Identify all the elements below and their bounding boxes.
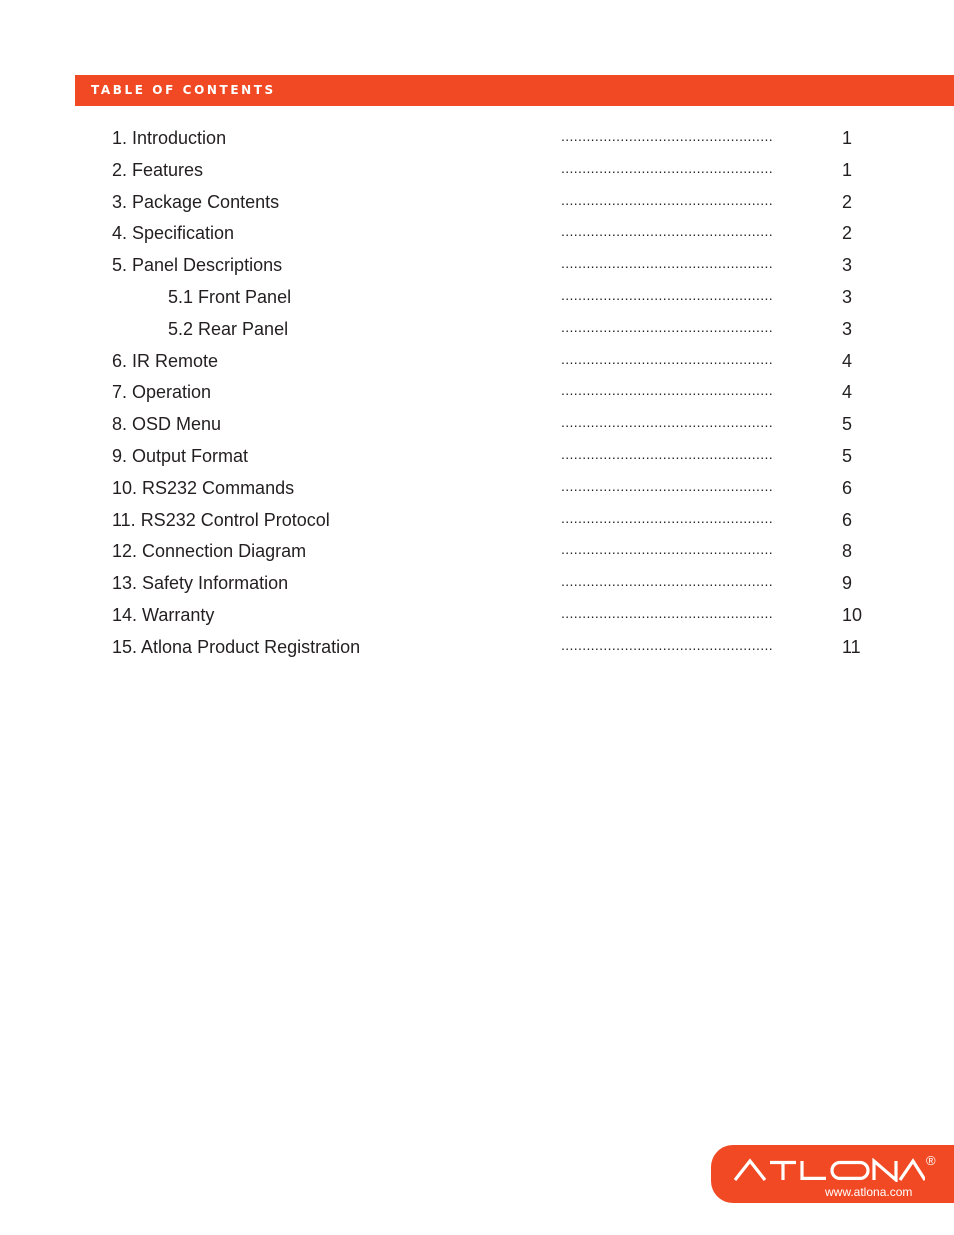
toc-leader-dots: .................................................. [561,605,773,621]
toc-entry[interactable] [0,472,954,504]
toc-entry[interactable] [0,504,954,536]
toc-entry-title: 3. Package Contents [112,191,280,212]
toc-page-number: 6 [842,477,853,498]
toc-entry-title: 1. Introduction [112,128,227,148]
toc-entry-title: 5.1 Front Panel [168,287,292,307]
toc-leader-dots: .................................................. [561,636,773,653]
brand-badge [711,1145,954,1203]
toc-entry-title: 15. Atlona Product Registration [112,636,361,657]
toc-page-number: 5 [842,414,853,435]
toc-leader-dots: .................................................. [561,191,773,208]
toc-page-number: 4 [842,350,853,371]
toc-leader-dots: .................................................. [561,573,773,590]
toc-entry[interactable] [0,567,954,599]
toc-leader-dots: .................................................. [561,414,773,431]
toc-entry[interactable] [0,313,954,345]
toc-leader-dots: .................................................. [561,287,773,303]
toc-entry[interactable] [0,631,954,663]
toc-entry[interactable] [0,186,954,218]
toc-entry-title: 8. OSD Menu [112,414,222,435]
toc-page-number: 3 [842,287,853,307]
toc-leader-dots: .................................................. [561,255,773,272]
registered-mark: ® [926,1153,936,1168]
toc-page-number: 1 [842,128,853,148]
toc-entry-title: 9. Output Format [112,446,249,466]
toc-entry[interactable] [0,599,954,631]
toc-entry[interactable] [0,249,954,281]
toc-leader-dots: .................................................. [561,446,773,462]
toc-entry[interactable] [0,440,954,472]
toc-page-number: 3 [842,255,853,276]
toc-entry-title: 13. Safety Information [112,573,289,594]
section-title: TABLE OF CONTENTS [91,83,276,97]
toc-entry[interactable] [0,122,954,154]
toc-entry-title: 11. RS232 Control Protocol [112,509,330,530]
toc-entry-title: 5.2 Rear Panel [168,318,289,339]
toc-page-number: 2 [842,191,853,212]
toc-leader-dots: .................................................. [561,318,773,335]
toc-entry-title: 10. RS232 Commands [112,477,295,498]
toc-leader-dots: .................................................. [561,541,773,558]
toc-entry[interactable] [0,535,954,567]
toc-entry-title: 14. Warranty [112,605,215,625]
toc-leader-dots: .................................................. [561,223,773,240]
toc-page-number: 3 [842,318,853,339]
toc-page-number: 1 [842,159,853,180]
toc-page-number: 2 [842,223,853,244]
toc-entry[interactable] [0,376,954,408]
toc-entry[interactable] [0,408,954,440]
toc-leader-dots: .................................................. [561,350,773,367]
toc-page-number: 8 [842,541,853,562]
toc-page-number: 11 [842,636,861,657]
atlona-logo-icon [733,1158,925,1182]
toc-entry[interactable] [0,281,954,313]
toc-entry-title: 5. Panel Descriptions [112,255,283,276]
toc-page-number: 9 [842,573,853,594]
toc-leader-dots: .................................................. [561,477,773,494]
toc-leader-dots: .................................................. [561,128,773,144]
toc-page-number: 5 [842,446,853,466]
toc-entry[interactable] [0,217,954,249]
toc-entry-title: 4. Specification [112,223,235,244]
toc-entry-title: 2. Features [112,159,204,180]
toc-entry[interactable] [0,345,954,377]
toc-entry[interactable] [0,154,954,186]
section-header-bar [75,75,954,106]
toc-entry-title: 12. Connection Diagram [112,541,307,562]
website-url[interactable]: www.atlona.com [825,1185,913,1199]
toc-leader-dots: .................................................. [561,509,773,526]
toc-entry-title: 7. Operation [112,382,212,403]
toc-leader-dots: .................................................. [561,382,773,399]
toc-page-number: 10 [842,605,863,625]
toc-leader-dots: .................................................. [561,159,773,176]
toc-entry-title: 6. IR Remote [112,350,219,371]
toc-page-number: 4 [842,382,853,403]
toc-page-number: 6 [842,509,853,530]
